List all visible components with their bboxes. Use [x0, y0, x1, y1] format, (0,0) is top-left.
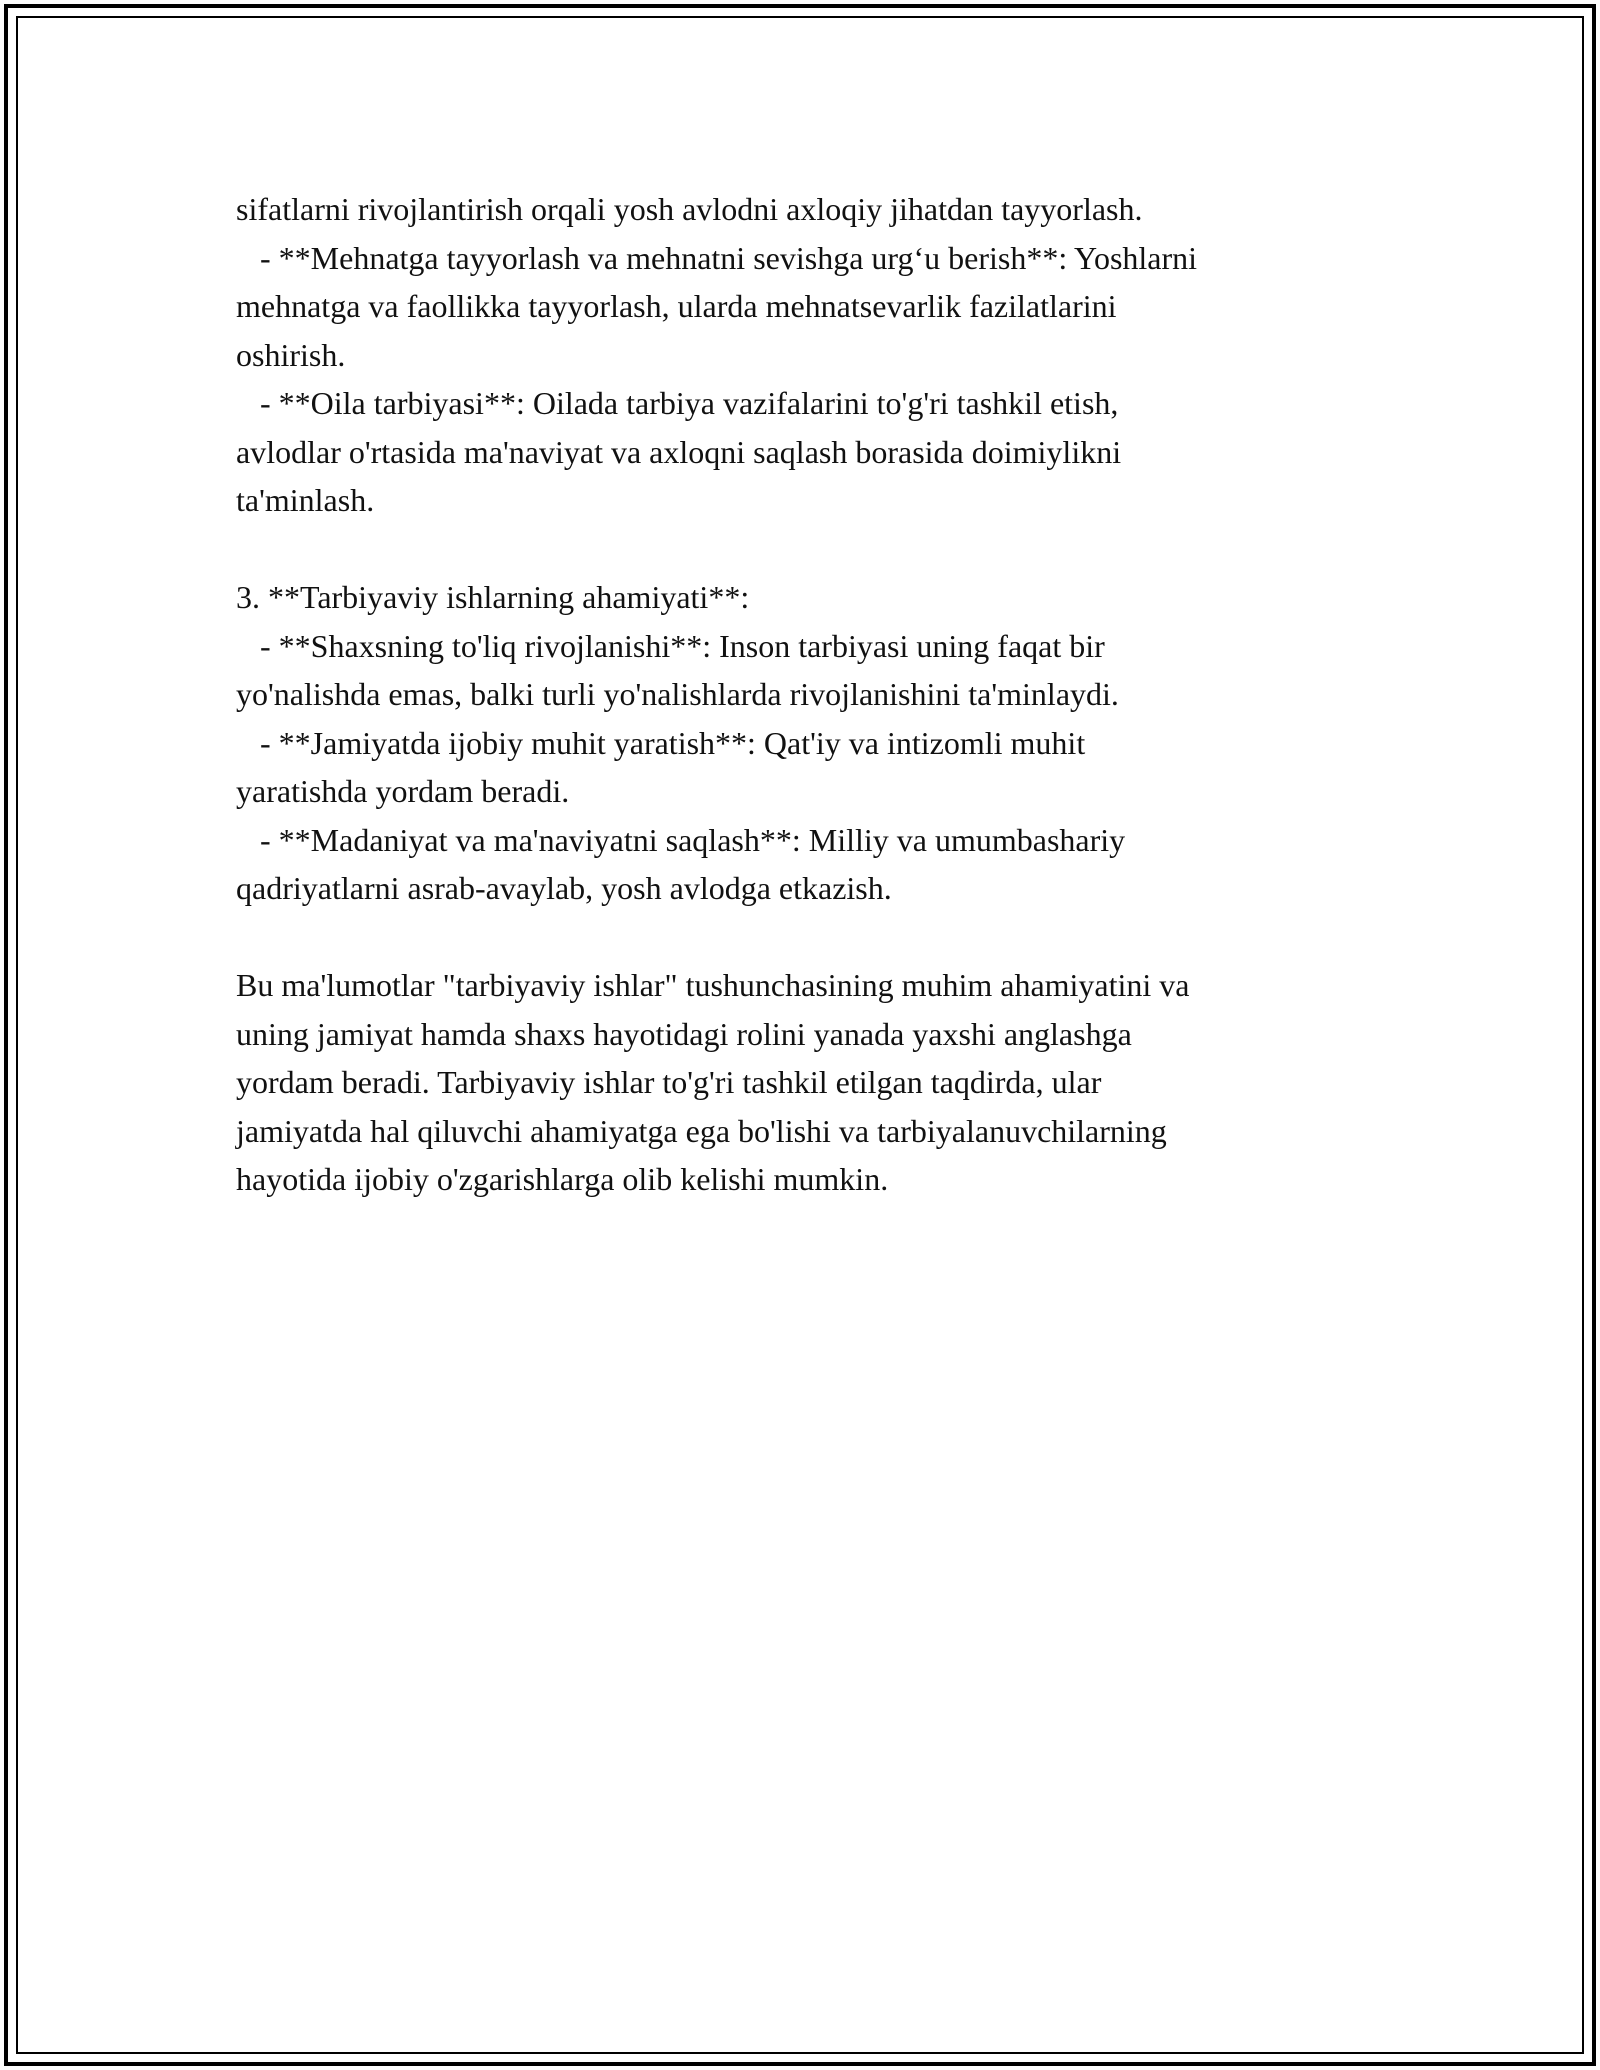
- text-line: uning jamiyat hamda shaxs hayotidagi rolini yanada yaxshi anglashga: [236, 1015, 1132, 1052]
- text-line: - **Shaxsning to'liq rivojlanishi**: Inson tarbiyasi uning faqat bir: [236, 627, 1105, 664]
- text-line: - **Madaniyat va ma'naviyatni saqlash**: Milliy va umumbashariy: [236, 821, 1126, 858]
- text-line: avlodlar o'rtasida ma'naviyat va axloqni saqlash borasida doimiylikni: [236, 433, 1122, 470]
- text-line: - **Oila tarbiyasi**: Oilada tarbiya vazifalarini to'g'ri tashkil etish,: [236, 385, 1119, 421]
- text-line: yaratishda yordam beradi.: [236, 773, 570, 809]
- text-line: yordam beradi. Tarbiyaviy ishlar to'g'ri tashkil etilgan taqdirda, ular: [236, 1064, 1102, 1100]
- text-line: sifatlarni rivojlantirish orqali yosh avlodni axloqiy jihatdan tayyorlash.: [236, 191, 1143, 227]
- text-line: yo'nalishda emas, balki turli yo'nalishlarda rivojlanishini ta'minlaydi.: [236, 676, 1119, 712]
- text-line: Bu ma'lumotlar "tarbiyaviy ishlar" tushunchasining muhim ahamiyatini va: [236, 967, 1190, 1003]
- text-line: jamiyatda hal qiluvchi ahamiyatga ega bo'lishi va tarbiyalanuvchilarning: [236, 1112, 1167, 1149]
- text-line: hayotida ijobiy o'zgarishlarga olib kelishi mumkin.: [236, 1161, 889, 1197]
- paragraph-gap: [236, 525, 1396, 574]
- text-line: - **Jamiyatda ijobiy muhit yaratish**: Qat'iy va intizomli muhit: [236, 724, 1086, 761]
- paragraph-gap: [236, 913, 1396, 962]
- text-line: qadriyatlarni asrab-avaylab, yosh avlodga etkazish.: [236, 870, 892, 906]
- text-line: - **Mehnatga tayyorlash va mehnatni sevishga urg‘u berish**: Yoshlarni: [236, 239, 1198, 276]
- section-heading: 3. **Tarbiyaviy ishlarning ahamiyati**:: [236, 579, 750, 615]
- document-body: [236, 185, 1396, 1204]
- text-line: ta'minlash.: [236, 482, 375, 518]
- text-line: mehnatga va faollikka tayyorlash, ularda mehnatsevarlik fazilatlarini: [236, 288, 1117, 324]
- text-line: oshirish.: [236, 336, 346, 373]
